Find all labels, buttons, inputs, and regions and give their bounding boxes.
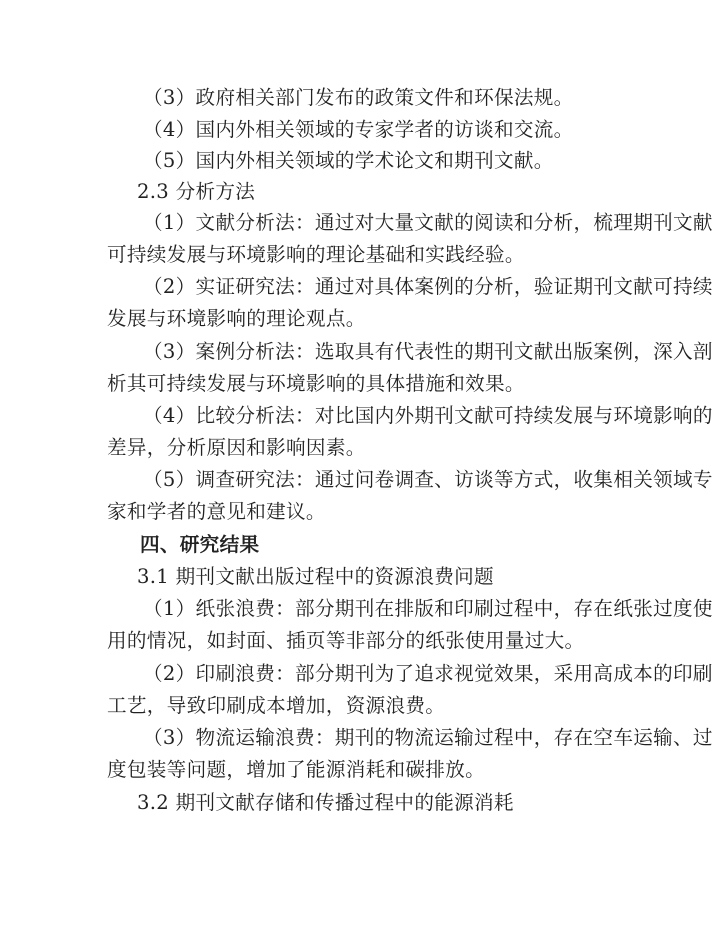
waste-2-line-1: （2）印刷浪费：部分期刊为了追求视觉效果，采用高成本的印刷 <box>143 662 713 685</box>
method-1-line-1: （1）文献分析法：通过对大量文献的阅读和分析，梳理期刊文献 <box>143 211 713 234</box>
method-4-line-1: （4）比较分析法：对比国内外期刊文献可持续发展与环境影响的 <box>143 404 713 427</box>
method-5-line-1: （5）调查研究法：通过问卷调查、访谈等方式，收集相关领域专 <box>143 468 713 491</box>
method-5-line-2: 家和学者的意见和建议。 <box>107 500 326 523</box>
method-2-line-2: 发展与环境影响的理论观点。 <box>107 307 366 330</box>
method-3-line-2: 析其可持续发展与环境影响的具体措施和效果。 <box>107 372 525 395</box>
source-item-5: （5）国内外相关领域的学术论文和期刊文献。 <box>143 149 554 172</box>
section-heading-2-3: 2.3 分析方法 <box>137 180 256 203</box>
waste-1-line-1: （1）纸张浪费：部分期刊在排版和印刷过程中，存在纸张过度使 <box>143 597 713 620</box>
method-3-line-1: （3）案例分析法：选取具有代表性的期刊文献出版案例，深入剖 <box>143 340 713 363</box>
waste-3-line-2: 度包装等问题，增加了能源消耗和碳排放。 <box>107 758 485 781</box>
waste-3-line-1: （3）物流运输浪费：期刊的物流运输过程中，存在空车运输、过 <box>143 726 713 749</box>
section-heading-3-1: 3.1 期刊文献出版过程中的资源浪费问题 <box>137 565 494 588</box>
method-4-line-2: 差异，分析原因和影响因素。 <box>107 436 366 459</box>
method-1-line-2: 可持续发展与环境影响的理论基础和实践经验。 <box>107 243 525 266</box>
method-2-line-1: （2）实证研究法：通过对具体案例的分析，验证期刊文献可持续 <box>143 275 713 298</box>
section-heading-3-2: 3.2 期刊文献存储和传播过程中的能源消耗 <box>137 791 514 814</box>
waste-1-line-2: 用的情况，如封面、插页等非部分的纸张使用量过大。 <box>107 629 585 652</box>
waste-2-line-2: 工艺，导致印刷成本增加，资源浪费。 <box>107 694 446 717</box>
source-item-4: （4）国内外相关领域的专家学者的访谈和交流。 <box>143 118 574 141</box>
source-item-3: （3）政府相关部门发布的政策文件和环保法规。 <box>143 86 574 109</box>
section-heading-research-results: 四、研究结果 <box>140 533 260 556</box>
